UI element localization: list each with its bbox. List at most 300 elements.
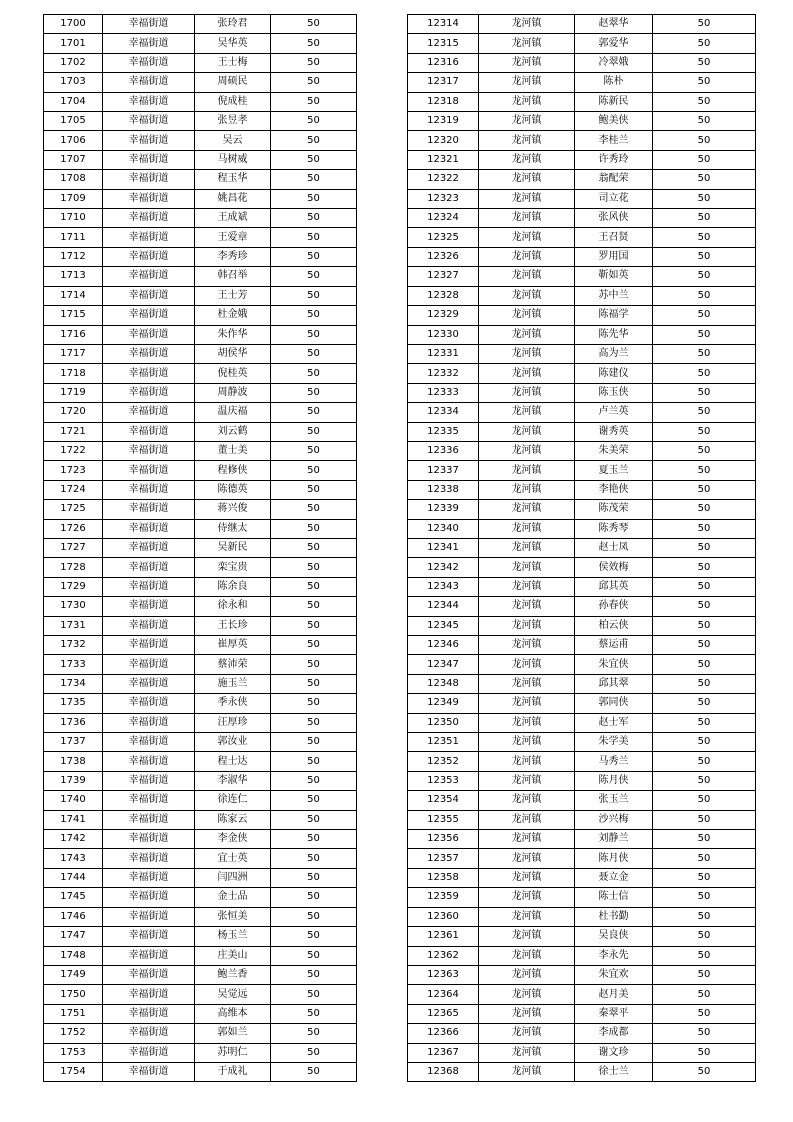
- district-cell: 龙河镇: [479, 888, 575, 907]
- table-row: [408, 985, 756, 1004]
- id-cell: 1706: [44, 131, 103, 150]
- id-cell: 12355: [408, 810, 479, 829]
- id-cell: 12322: [408, 170, 479, 189]
- district-cell: 幸福街道: [103, 306, 195, 325]
- district-cell: 幸福街道: [103, 53, 195, 72]
- amount-cell: 50: [653, 577, 756, 596]
- name-cell: 陈福学: [575, 306, 653, 325]
- district-cell: 龙河镇: [479, 383, 575, 402]
- name-cell: 刘云鹤: [195, 422, 271, 441]
- table-row: [44, 500, 357, 519]
- district-cell: 龙河镇: [479, 170, 575, 189]
- id-cell: 1714: [44, 286, 103, 305]
- table-row: [408, 519, 756, 538]
- table-row: [44, 53, 357, 72]
- table-row: [44, 267, 357, 286]
- table-row: [44, 209, 357, 228]
- id-cell: 1747: [44, 927, 103, 946]
- id-cell: 12332: [408, 364, 479, 383]
- name-cell: 韩召举: [195, 267, 271, 286]
- id-cell: 12325: [408, 228, 479, 247]
- name-cell: 董士美: [195, 441, 271, 460]
- district-cell: 幸福街道: [103, 34, 195, 53]
- district-cell: 龙河镇: [479, 907, 575, 926]
- district-cell: 龙河镇: [479, 538, 575, 557]
- table-row: [44, 771, 357, 790]
- amount-cell: 50: [271, 713, 357, 732]
- name-cell: 徐士兰: [575, 1062, 653, 1081]
- id-cell: 1742: [44, 830, 103, 849]
- district-cell: 龙河镇: [479, 965, 575, 984]
- district-cell: 幸福街道: [103, 946, 195, 965]
- table-row: [408, 441, 756, 460]
- district-cell: 龙河镇: [479, 577, 575, 596]
- name-cell: 朱作华: [195, 325, 271, 344]
- amount-cell: 50: [653, 810, 756, 829]
- amount-cell: 50: [653, 1004, 756, 1023]
- id-cell: 1717: [44, 344, 103, 363]
- table-row: [408, 849, 756, 868]
- district-cell: 龙河镇: [479, 1062, 575, 1081]
- id-cell: 1730: [44, 597, 103, 616]
- id-cell: 1729: [44, 577, 103, 596]
- table-row: [408, 247, 756, 266]
- id-cell: 12335: [408, 422, 479, 441]
- amount-cell: 50: [653, 946, 756, 965]
- id-cell: 12337: [408, 461, 479, 480]
- amount-cell: 50: [271, 500, 357, 519]
- name-cell: 王爱章: [195, 228, 271, 247]
- id-cell: 1749: [44, 965, 103, 984]
- table-row: [44, 713, 357, 732]
- table-row: [44, 228, 357, 247]
- district-cell: 幸福街道: [103, 965, 195, 984]
- name-cell: 李桂兰: [575, 131, 653, 150]
- district-cell: 龙河镇: [479, 713, 575, 732]
- amount-cell: 50: [653, 500, 756, 519]
- table-row: [44, 694, 357, 713]
- amount-cell: 50: [271, 694, 357, 713]
- id-cell: 1710: [44, 209, 103, 228]
- id-cell: 12348: [408, 674, 479, 693]
- district-cell: 龙河镇: [479, 868, 575, 887]
- district-cell: 幸福街道: [103, 1004, 195, 1023]
- district-cell: 幸福街道: [103, 868, 195, 887]
- name-cell: 靳如英: [575, 267, 653, 286]
- amount-cell: 50: [653, 267, 756, 286]
- district-cell: 龙河镇: [479, 946, 575, 965]
- name-cell: 谢文珍: [575, 1043, 653, 1062]
- district-cell: 幸福街道: [103, 150, 195, 169]
- amount-cell: 50: [271, 519, 357, 538]
- name-cell: 柏云侠: [575, 616, 653, 635]
- id-cell: 12360: [408, 907, 479, 926]
- amount-cell: 50: [653, 655, 756, 674]
- district-cell: 幸福街道: [103, 73, 195, 92]
- name-cell: 李艳侠: [575, 480, 653, 499]
- district-cell: 幸福街道: [103, 519, 195, 538]
- district-cell: 幸福街道: [103, 849, 195, 868]
- id-cell: 1700: [44, 15, 103, 34]
- table-row: [44, 1024, 357, 1043]
- district-cell: 龙河镇: [479, 1024, 575, 1043]
- district-cell: 龙河镇: [479, 306, 575, 325]
- district-cell: 幸福街道: [103, 344, 195, 363]
- name-cell: 崔厚英: [195, 636, 271, 655]
- name-cell: 程玉华: [195, 170, 271, 189]
- table-row: [44, 480, 357, 499]
- amount-cell: 50: [653, 209, 756, 228]
- district-cell: 幸福街道: [103, 558, 195, 577]
- district-cell: 龙河镇: [479, 344, 575, 363]
- amount-cell: 50: [653, 1024, 756, 1043]
- name-cell: 李淑华: [195, 771, 271, 790]
- id-cell: 1754: [44, 1062, 103, 1081]
- name-cell: 王成斌: [195, 209, 271, 228]
- amount-cell: 50: [271, 771, 357, 790]
- district-cell: 龙河镇: [479, 733, 575, 752]
- district-cell: 龙河镇: [479, 228, 575, 247]
- district-cell: 龙河镇: [479, 849, 575, 868]
- id-cell: 12363: [408, 965, 479, 984]
- amount-cell: 50: [271, 616, 357, 635]
- name-cell: 陈月侠: [575, 849, 653, 868]
- name-cell: 金士品: [195, 888, 271, 907]
- district-cell: 幸福街道: [103, 441, 195, 460]
- table-row: [408, 480, 756, 499]
- district-cell: 龙河镇: [479, 655, 575, 674]
- id-cell: 12354: [408, 791, 479, 810]
- table-row: [44, 655, 357, 674]
- id-cell: 1725: [44, 500, 103, 519]
- name-cell: 栾宝贵: [195, 558, 271, 577]
- id-cell: 12328: [408, 286, 479, 305]
- table-row: [44, 616, 357, 635]
- name-cell: 于成礼: [195, 1062, 271, 1081]
- name-cell: 马树威: [195, 150, 271, 169]
- table-row: [408, 306, 756, 325]
- name-cell: 陈茂荣: [575, 500, 653, 519]
- id-cell: 12361: [408, 927, 479, 946]
- district-cell: 幸福街道: [103, 422, 195, 441]
- amount-cell: 50: [271, 461, 357, 480]
- id-cell: 1739: [44, 771, 103, 790]
- id-cell: 12343: [408, 577, 479, 596]
- table-row: [408, 209, 756, 228]
- district-cell: 幸福街道: [103, 92, 195, 111]
- amount-cell: 50: [271, 383, 357, 402]
- name-cell: 赵月美: [575, 985, 653, 1004]
- amount-cell: 50: [653, 189, 756, 208]
- district-cell: 龙河镇: [479, 422, 575, 441]
- district-cell: 龙河镇: [479, 53, 575, 72]
- id-cell: 12318: [408, 92, 479, 111]
- name-cell: 邱其英: [575, 577, 653, 596]
- id-cell: 1701: [44, 34, 103, 53]
- amount-cell: 50: [271, 286, 357, 305]
- name-cell: 赵士凤: [575, 538, 653, 557]
- id-cell: 1744: [44, 868, 103, 887]
- id-cell: 1734: [44, 674, 103, 693]
- table-row: [408, 286, 756, 305]
- district-cell: 幸福街道: [103, 655, 195, 674]
- name-cell: 陈余良: [195, 577, 271, 596]
- table-row: [44, 422, 357, 441]
- name-cell: 鲍美侠: [575, 112, 653, 131]
- table-row: [408, 538, 756, 557]
- name-cell: 高为兰: [575, 344, 653, 363]
- id-cell: 12362: [408, 946, 479, 965]
- id-cell: 12342: [408, 558, 479, 577]
- name-cell: 倪成桂: [195, 92, 271, 111]
- amount-cell: 50: [653, 34, 756, 53]
- name-cell: 鲍兰香: [195, 965, 271, 984]
- district-cell: 幸福街道: [103, 480, 195, 499]
- table-row: [44, 519, 357, 538]
- district-cell: 龙河镇: [479, 403, 575, 422]
- id-cell: 1722: [44, 441, 103, 460]
- table-row: [408, 131, 756, 150]
- id-cell: 1719: [44, 383, 103, 402]
- district-cell: 幸福街道: [103, 616, 195, 635]
- id-cell: 1718: [44, 364, 103, 383]
- amount-cell: 50: [653, 170, 756, 189]
- table-row: [44, 344, 357, 363]
- amount-cell: 50: [271, 189, 357, 208]
- amount-cell: 50: [653, 694, 756, 713]
- name-cell: 胡侯华: [195, 344, 271, 363]
- name-cell: 沙兴梅: [575, 810, 653, 829]
- amount-cell: 50: [653, 965, 756, 984]
- id-cell: 12331: [408, 344, 479, 363]
- table-row: [408, 422, 756, 441]
- name-cell: 翁配荣: [575, 170, 653, 189]
- id-cell: 12314: [408, 15, 479, 34]
- table-row: [44, 364, 357, 383]
- name-cell: 孙春侠: [575, 597, 653, 616]
- district-cell: 龙河镇: [479, 150, 575, 169]
- table-row: [408, 34, 756, 53]
- table-row: [44, 112, 357, 131]
- amount-cell: 50: [271, 636, 357, 655]
- district-cell: 幸福街道: [103, 810, 195, 829]
- id-cell: 1735: [44, 694, 103, 713]
- table-row: [408, 1004, 756, 1023]
- name-cell: 邱其翠: [575, 674, 653, 693]
- amount-cell: 50: [653, 733, 756, 752]
- id-cell: 12341: [408, 538, 479, 557]
- name-cell: 杨玉兰: [195, 927, 271, 946]
- district-cell: 龙河镇: [479, 325, 575, 344]
- amount-cell: 50: [271, 752, 357, 771]
- amount-cell: 50: [271, 306, 357, 325]
- amount-cell: 50: [653, 92, 756, 111]
- amount-cell: 50: [653, 1043, 756, 1062]
- amount-cell: 50: [271, 830, 357, 849]
- name-cell: 王召贤: [575, 228, 653, 247]
- table-row: [408, 170, 756, 189]
- name-cell: 侍继太: [195, 519, 271, 538]
- name-cell: 周静波: [195, 383, 271, 402]
- table-row: [408, 597, 756, 616]
- amount-cell: 50: [271, 364, 357, 383]
- name-cell: 卢兰英: [575, 403, 653, 422]
- amount-cell: 50: [271, 53, 357, 72]
- district-cell: 幸福街道: [103, 15, 195, 34]
- district-cell: 龙河镇: [479, 674, 575, 693]
- table-row: [408, 461, 756, 480]
- table-row: [44, 403, 357, 422]
- name-cell: 许秀玲: [575, 150, 653, 169]
- table-row: [44, 946, 357, 965]
- table-row: [408, 267, 756, 286]
- table-row: [408, 577, 756, 596]
- table-row: [44, 888, 357, 907]
- id-cell: 12320: [408, 131, 479, 150]
- name-cell: 冷翠娥: [575, 53, 653, 72]
- district-cell: 龙河镇: [479, 1004, 575, 1023]
- name-cell: 季永侠: [195, 694, 271, 713]
- id-cell: 1753: [44, 1043, 103, 1062]
- table-row: [44, 733, 357, 752]
- amount-cell: 50: [271, 15, 357, 34]
- right-table-body: [408, 15, 756, 1082]
- name-cell: 陈月侠: [575, 771, 653, 790]
- district-cell: 龙河镇: [479, 519, 575, 538]
- name-cell: 朱美荣: [575, 441, 653, 460]
- amount-cell: 50: [653, 306, 756, 325]
- name-cell: 赵翠华: [575, 15, 653, 34]
- amount-cell: 50: [653, 519, 756, 538]
- amount-cell: 50: [653, 888, 756, 907]
- name-cell: 陈秀琴: [575, 519, 653, 538]
- id-cell: 12326: [408, 247, 479, 266]
- table-row: [44, 636, 357, 655]
- amount-cell: 50: [271, 131, 357, 150]
- amount-cell: 50: [271, 1043, 357, 1062]
- id-cell: 12367: [408, 1043, 479, 1062]
- name-cell: 王士芳: [195, 286, 271, 305]
- amount-cell: 50: [271, 655, 357, 674]
- name-cell: 程修侠: [195, 461, 271, 480]
- name-cell: 杜书勤: [575, 907, 653, 926]
- id-cell: 12353: [408, 771, 479, 790]
- name-cell: 陈家云: [195, 810, 271, 829]
- id-cell: 1705: [44, 112, 103, 131]
- name-cell: 张风侠: [575, 209, 653, 228]
- amount-cell: 50: [653, 830, 756, 849]
- district-cell: 幸福街道: [103, 170, 195, 189]
- name-cell: 程士达: [195, 752, 271, 771]
- id-cell: 1721: [44, 422, 103, 441]
- name-cell: 高维本: [195, 1004, 271, 1023]
- amount-cell: 50: [271, 791, 357, 810]
- district-cell: 幸福街道: [103, 131, 195, 150]
- table-row: [44, 73, 357, 92]
- district-cell: 幸福街道: [103, 577, 195, 596]
- district-cell: 龙河镇: [479, 791, 575, 810]
- table-row: [44, 131, 357, 150]
- id-cell: 12352: [408, 752, 479, 771]
- amount-cell: 50: [271, 577, 357, 596]
- table-row: [408, 1024, 756, 1043]
- id-cell: 12323: [408, 189, 479, 208]
- id-cell: 12358: [408, 868, 479, 887]
- district-cell: 幸福街道: [103, 752, 195, 771]
- name-cell: 吴觉远: [195, 985, 271, 1004]
- district-cell: 龙河镇: [479, 810, 575, 829]
- table-row: [44, 752, 357, 771]
- district-cell: 幸福街道: [103, 189, 195, 208]
- id-cell: 1743: [44, 849, 103, 868]
- amount-cell: 50: [271, 1062, 357, 1081]
- table-row: [44, 868, 357, 887]
- name-cell: 马秀兰: [575, 752, 653, 771]
- right-table: [407, 14, 756, 1082]
- name-cell: 蔡沛荣: [195, 655, 271, 674]
- amount-cell: 50: [271, 344, 357, 363]
- district-cell: 幸福街道: [103, 538, 195, 557]
- table-row: [408, 694, 756, 713]
- name-cell: 陈玉侠: [575, 383, 653, 402]
- district-cell: 幸福街道: [103, 247, 195, 266]
- district-cell: 幸福街道: [103, 694, 195, 713]
- name-cell: 张恒美: [195, 907, 271, 926]
- id-cell: 1736: [44, 713, 103, 732]
- amount-cell: 50: [271, 965, 357, 984]
- district-cell: 幸福街道: [103, 383, 195, 402]
- district-cell: 幸福街道: [103, 325, 195, 344]
- table-row: [408, 752, 756, 771]
- district-cell: 幸福街道: [103, 1062, 195, 1081]
- table-row: [408, 907, 756, 926]
- amount-cell: 50: [653, 907, 756, 926]
- amount-cell: 50: [653, 480, 756, 499]
- amount-cell: 50: [653, 538, 756, 557]
- district-cell: 幸福街道: [103, 830, 195, 849]
- name-cell: 李永先: [575, 946, 653, 965]
- district-cell: 幸福街道: [103, 985, 195, 1004]
- id-cell: 1708: [44, 170, 103, 189]
- id-cell: 1748: [44, 946, 103, 965]
- id-cell: 1723: [44, 461, 103, 480]
- id-cell: 1713: [44, 267, 103, 286]
- name-cell: 朱宜欢: [575, 965, 653, 984]
- amount-cell: 50: [653, 616, 756, 635]
- amount-cell: 50: [271, 674, 357, 693]
- id-cell: 12345: [408, 616, 479, 635]
- table-row: [408, 927, 756, 946]
- id-cell: 12339: [408, 500, 479, 519]
- amount-cell: 50: [653, 674, 756, 693]
- amount-cell: 50: [271, 209, 357, 228]
- name-cell: 吴华英: [195, 34, 271, 53]
- id-cell: 12364: [408, 985, 479, 1004]
- id-cell: 12359: [408, 888, 479, 907]
- name-cell: 王士梅: [195, 53, 271, 72]
- district-cell: 幸福街道: [103, 888, 195, 907]
- amount-cell: 50: [653, 344, 756, 363]
- table-row: [44, 170, 357, 189]
- amount-cell: 50: [271, 403, 357, 422]
- name-cell: 王长珍: [195, 616, 271, 635]
- table-row: [44, 306, 357, 325]
- name-cell: 周硕民: [195, 73, 271, 92]
- name-cell: 杜金娥: [195, 306, 271, 325]
- name-cell: 郭同侠: [575, 694, 653, 713]
- id-cell: 12366: [408, 1024, 479, 1043]
- amount-cell: 50: [271, 325, 357, 344]
